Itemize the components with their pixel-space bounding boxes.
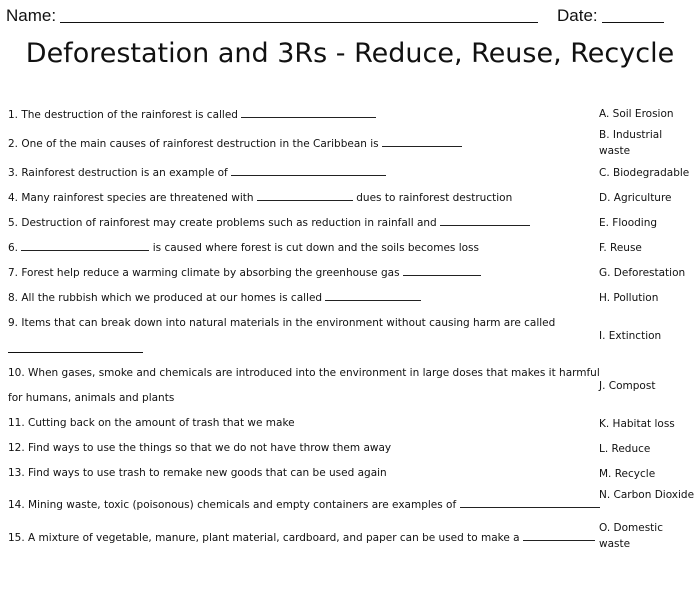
question-13: [8, 466, 387, 480]
question-text: for humans, animals and plants: [8, 392, 175, 404]
question-text: 14. Mining waste, toxic (poisonous) chemicals and empty containers are examples of: [8, 499, 457, 511]
question-text: 2. One of the main causes of rainforest destruction in the Caribbean is: [8, 138, 379, 150]
question-text: 3. Rainforest destruction is an example of: [8, 167, 228, 179]
question-text: 5. Destruction of rainforest may create problems such as reduction in rainfall and: [8, 217, 437, 229]
question-text: 13. Find ways to use trash to remake new goods that can be used again: [8, 467, 387, 479]
option-b: B. Industrial waste: [599, 129, 663, 157]
question-text: 8. All the rubbish which we produced at our homes is called: [8, 292, 323, 304]
question-12: [8, 441, 391, 455]
option-f: F. Reuse: [599, 242, 642, 254]
answer-blank[interactable]: [460, 497, 600, 508]
answer-blank[interactable]: [21, 240, 149, 251]
question-text: 9. Items that can break down into natural materials in the environment without causing harm are called: [8, 317, 556, 329]
answer-blank[interactable]: [231, 165, 386, 176]
question-11: [8, 416, 295, 430]
question-3: [8, 165, 386, 180]
question-6: [8, 240, 479, 255]
question-10-continued: [8, 391, 174, 405]
question-1: [8, 107, 376, 122]
question-2: [8, 136, 462, 151]
option-l: L. Reduce: [599, 443, 651, 455]
question-text: 4. Many rainforest species are threatened with: [8, 192, 254, 204]
date-field[interactable]: [602, 22, 664, 23]
question-number: 6.: [8, 242, 19, 254]
option-c: C. Biodegradable: [599, 167, 690, 179]
question-text: 10. When gases, smoke and chemicals are introduced into the environment in large doses that makes it harmful: [8, 367, 600, 379]
name-field[interactable]: [60, 22, 538, 23]
answer-blank[interactable]: [523, 530, 595, 541]
option-e: E. Flooding: [599, 217, 658, 229]
name-label: Name:: [6, 6, 57, 25]
answer-blank[interactable]: [241, 107, 376, 118]
option-d: D. Agriculture: [599, 192, 672, 204]
question-8: [8, 290, 421, 305]
question-text: 1. The destruction of the rainforest is called: [8, 109, 238, 121]
option-j: J. Compost: [599, 380, 656, 392]
answer-blank[interactable]: [257, 190, 353, 201]
answer-blank-9[interactable]: [8, 352, 143, 353]
question-9: [8, 316, 555, 330]
option-k: K. Habitat loss: [599, 418, 675, 430]
date-label: Date:: [557, 6, 598, 25]
question-text-suffix: dues to rainforest destruction: [356, 192, 513, 204]
question-text: 12. Find ways to use the things so that we do not have throw them away: [8, 442, 392, 454]
option-a: A. Soil Erosion: [599, 108, 674, 120]
question-text: 7. Forest help reduce a warming climate by absorbing the greenhouse gas: [8, 267, 400, 279]
question-15: [8, 530, 595, 545]
question-text: 11. Cutting back on the amount of trash that we make: [8, 417, 295, 429]
answer-blank[interactable]: [440, 215, 530, 226]
option-h: H. Pollution: [599, 292, 659, 304]
question-10: [8, 366, 600, 380]
question-14: [8, 497, 600, 512]
option-m: M. Recycle: [599, 468, 656, 480]
option-o: O. Domestic waste: [599, 522, 663, 550]
question-7: [8, 265, 481, 280]
option-g: G. Deforestation: [599, 267, 686, 279]
question-text: is caused where forest is cut down and the soils becomes loss: [152, 242, 479, 254]
answer-blank[interactable]: [403, 265, 481, 276]
question-text: 15. A mixture of vegetable, manure, plant material, cardboard, and paper can be used to make a: [8, 532, 520, 544]
answer-blank[interactable]: [382, 136, 462, 147]
page-title: Deforestation and 3Rs - Reduce, Reuse, Recycle: [25, 38, 675, 69]
option-i: I. Extinction: [599, 330, 662, 342]
question-4: [8, 190, 512, 205]
answer-blank[interactable]: [325, 290, 421, 301]
question-5: [8, 215, 530, 230]
option-n: N. Carbon Dioxide: [599, 489, 695, 501]
